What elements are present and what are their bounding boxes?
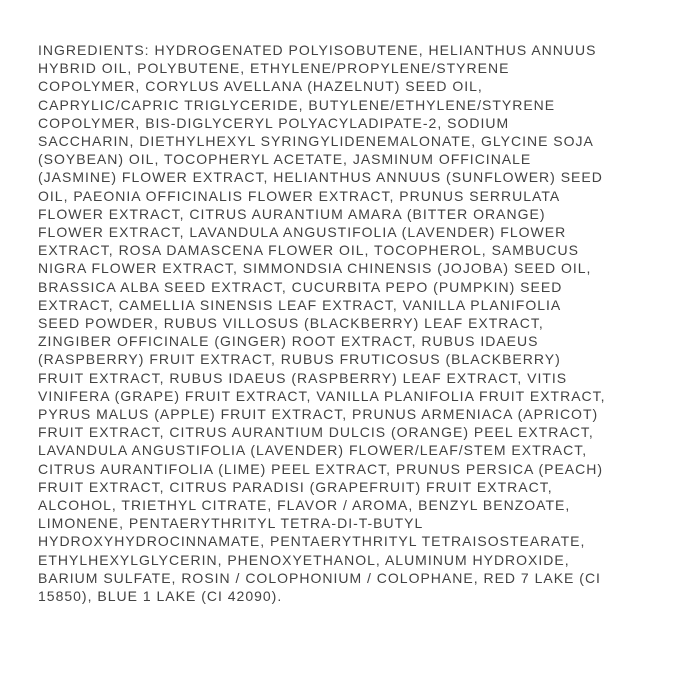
ingredients-line: (JASMINE) FLOWER EXTRACT, HELIANTHUS ANNUUS (SUNFLOWER) SEED bbox=[38, 169, 603, 186]
ingredients-line: HYDROXYHYDROCINNAMATE, PENTAERYTHRITYL TETRAISOSTEARATE, bbox=[38, 533, 586, 550]
ingredients-line: FRUIT EXTRACT, RUBUS IDAEUS (RASPBERRY) LEAF EXTRACT, VITIS bbox=[38, 369, 568, 386]
ingredients-line: ZINGIBER OFFICINALE (GINGER) ROOT EXTRACT, RUBUS IDAEUS bbox=[38, 333, 539, 350]
ingredients-line: BARIUM SULFATE, ROSIN / COLOPHONIUM / COLOPHANE, RED 7 LAKE (CI bbox=[38, 569, 601, 586]
ingredients-line: INGREDIENTS: HYDROGENATED POLYISOBUTENE, HELIANTHUS ANNUUS bbox=[38, 42, 597, 58]
ingredients-line: FLOWER EXTRACT, LAVANDULA ANGUSTIFOLIA (LAVENDER) FLOWER bbox=[38, 224, 567, 241]
ingredients-line: LAVANDULA ANGUSTIFOLIA (LAVENDER) FLOWER/LEAF/STEM EXTRACT, bbox=[38, 442, 588, 459]
ingredients-line: FRUIT EXTRACT, CITRUS AURANTIUM DULCIS (ORANGE) PEEL EXTRACT, bbox=[38, 424, 594, 441]
ingredients-line: (SOYBEAN) OIL, TOCOPHERYL ACETATE, JASMINUM OFFICINALE bbox=[38, 151, 532, 168]
ingredients-line: COPOLYMER, BIS-DIGLYCERYL POLYACYLADIPATE-2, SODIUM bbox=[38, 114, 510, 131]
ingredients-line: CAPRYLIC/CAPRIC TRIGLYCERIDE, BUTYLENE/ETHYLENE/STYRENE bbox=[38, 96, 556, 113]
ingredients-line: 15850), BLUE 1 LAKE (CI 42090). bbox=[38, 588, 283, 605]
ingredients-line: COPOLYMER, CORYLUS AVELLANA (HAZELNUT) SEED OIL, bbox=[38, 78, 483, 95]
ingredients-line: SEED POWDER, RUBUS VILLOSUS (BLACKBERRY) LEAF EXTRACT, bbox=[38, 315, 544, 332]
ingredients-line: VINIFERA (GRAPE) FRUIT EXTRACT, VANILLA PLANIFOLIA FRUIT EXTRACT, bbox=[38, 387, 606, 404]
ingredients-line: SACCHARIN, DIETHYLHEXYL SYRINGYLIDENEMALONATE, GLYCINE SOJA bbox=[38, 133, 594, 150]
ingredients-line: HYBRID OIL, POLYBUTENE, ETHYLENE/PROPYLENE/STYRENE bbox=[38, 60, 510, 77]
ingredients-line: LIMONENE, PENTAERYTHRITYL TETRA-DI-T-BUTYL bbox=[38, 515, 424, 532]
ingredients-line: FLOWER EXTRACT, CITRUS AURANTIUM AMARA (BITTER ORANGE) bbox=[38, 205, 546, 222]
ingredients-line: ETHYLHEXYLGLYCERIN, PHENOXYETHANOL, ALUMINUM HYDROXIDE, bbox=[38, 551, 570, 568]
ingredients-line: FRUIT EXTRACT, CITRUS PARADISI (GRAPEFRUIT) FRUIT EXTRACT, bbox=[38, 478, 553, 495]
ingredients-line: BRASSICA ALBA SEED EXTRACT, CUCURBITA PEPO (PUMPKIN) SEED bbox=[38, 278, 563, 295]
ingredients-line: OIL, PAEONIA OFFICINALIS FLOWER EXTRACT, PRUNUS SERRULATA bbox=[38, 187, 561, 204]
ingredients-line: EXTRACT, ROSA DAMASCENA FLOWER OIL, TOCOPHEROL, SAMBUCUS bbox=[38, 242, 579, 259]
ingredients-line: (RASPBERRY) FRUIT EXTRACT, RUBUS FRUTICOSUS (BLACKBERRY) bbox=[38, 351, 561, 368]
ingredients-line: EXTRACT, CAMELLIA SINENSIS LEAF EXTRACT, VANILLA PLANIFOLIA bbox=[38, 296, 562, 313]
ingredients-line: ALCOHOL, TRIETHYL CITRATE, FLAVOR / AROMA, BENZYL BENZOATE, bbox=[38, 497, 571, 514]
ingredients-line: CITRUS AURANTIFOLIA (LIME) PEEL EXTRACT, PRUNUS PERSICA (PEACH) bbox=[38, 460, 604, 477]
ingredients-text-block bbox=[38, 41, 655, 605]
ingredients-line: PYRUS MALUS (APPLE) FRUIT EXTRACT, PRUNUS ARMENIACA (APRICOT) bbox=[38, 406, 599, 423]
ingredients-line: NIGRA FLOWER EXTRACT, SIMMONDSIA CHINENSIS (JOJOBA) SEED OIL, bbox=[38, 260, 592, 277]
